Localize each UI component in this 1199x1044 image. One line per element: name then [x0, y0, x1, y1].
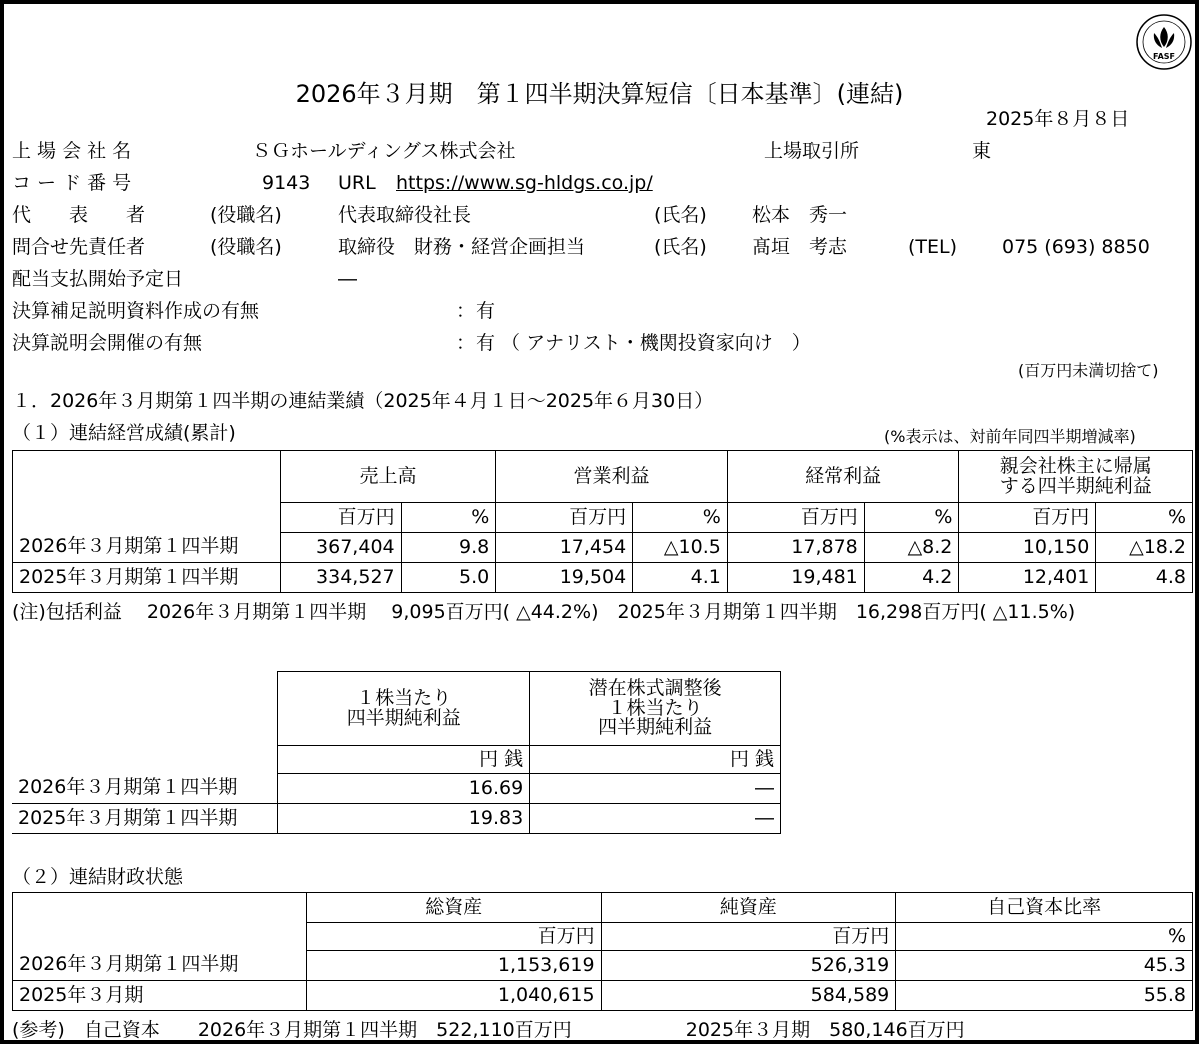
- col-header-net-profit-line1: 親会社株主に帰属: [999, 454, 1152, 477]
- cell-net-assets: 526,319: [601, 951, 896, 981]
- unit-row-label: [13, 503, 281, 533]
- fin-unit: %: [896, 923, 1193, 951]
- eps-diluted-line2: １株当たり: [607, 696, 703, 719]
- logo-text: FASF: [1153, 52, 1175, 61]
- unit-amount: 百万円: [959, 503, 1096, 533]
- report-date: 2025年８月８日: [986, 108, 1130, 130]
- cell-eps-basic: 19.83: [278, 804, 530, 834]
- exchange: 東: [972, 140, 992, 162]
- cell-operating-profit-pct: △10.5: [633, 533, 728, 563]
- eps-header-row: [12, 672, 781, 746]
- unit-pct: %: [864, 503, 959, 533]
- eps-corner-cell: [12, 672, 278, 746]
- cell-eps-diluted: ―: [530, 804, 781, 834]
- col-header-net-assets: 純資産: [601, 893, 896, 923]
- cell-sales: 367,404: [280, 533, 401, 563]
- cell-net-profit-pct: △18.2: [1096, 533, 1193, 563]
- unit-amount: 百万円: [727, 503, 864, 533]
- cell-sales-pct: 5.0: [401, 563, 496, 593]
- row-label: 2025年３月期第１四半期: [12, 804, 278, 834]
- row-label: 2026年３月期第１四半期: [13, 951, 307, 981]
- cell-total-assets: 1,153,619: [306, 951, 601, 981]
- unit-pct: %: [633, 503, 728, 533]
- cell-sales-pct: 9.8: [401, 533, 496, 563]
- cell-ordinary-profit-pct: △8.2: [864, 533, 959, 563]
- cell-sales: 334,527: [280, 563, 401, 593]
- col-header-sales: 売上高: [280, 451, 495, 503]
- contact-title-label: (役職名): [210, 236, 282, 258]
- cell-total-assets: 1,040,615: [306, 981, 601, 1011]
- dividend-label: 配当支払開始予定日: [12, 268, 184, 290]
- fin-corner-cell: [13, 893, 307, 923]
- rep-title-label: (役職名): [210, 204, 282, 226]
- tel-number: 075 (693) 8850: [1002, 236, 1150, 258]
- code-label: コ ー ド 番 号: [12, 172, 132, 194]
- unit-amount: 百万円: [496, 503, 633, 533]
- eps-table: [12, 671, 781, 834]
- cell-ordinary-profit: 17,878: [727, 533, 864, 563]
- cell-eps-basic: 16.69: [278, 774, 530, 804]
- rep-name: 松本 秀一: [752, 204, 848, 226]
- cell-equity-ratio: 45.3: [896, 951, 1193, 981]
- cell-net-profit-pct: 4.8: [1096, 563, 1193, 593]
- row-label: 2026年３月期第１四半期: [12, 774, 278, 804]
- eps-unit: 円 銭: [530, 746, 781, 774]
- table-row: [13, 563, 1193, 593]
- equity-reference-note: (参考) 自己資本 2026年３月期第１四半期 522,110百万円 2025年３月期 580,146百万円: [12, 1019, 965, 1041]
- col-header-equity-ratio: 自己資本比率: [896, 893, 1193, 923]
- tel-label: (TEL): [908, 236, 958, 258]
- table-row: [13, 951, 1193, 981]
- fin-header-row: [13, 893, 1193, 923]
- row-label: 2025年３月期: [13, 981, 307, 1011]
- company-name: ＳＧホールディングス株式会社: [252, 140, 516, 162]
- cell-eps-diluted: ―: [530, 774, 781, 804]
- pct-note: (%表示は、対前年同四半期増減率): [884, 427, 1136, 446]
- exchange-label: 上場取引所: [764, 140, 860, 162]
- col-header-net-profit-line2: する四半期純利益: [999, 474, 1152, 497]
- briefing-value: 有 （ アナリスト・機関投資家向け ）: [476, 332, 811, 354]
- cell-ordinary-profit-pct: 4.2: [864, 563, 959, 593]
- dividend-value: ―: [338, 268, 357, 290]
- rep-name-label: (氏名): [654, 204, 707, 226]
- eps-diluted-line3: 四半期純利益: [598, 716, 713, 739]
- unit-pct: %: [401, 503, 496, 533]
- contact-title: 取締役 財務・経営企画担当: [338, 236, 586, 258]
- cell-operating-profit-pct: 4.1: [633, 563, 728, 593]
- rounding-note: (百万円未満切捨て): [1018, 361, 1159, 380]
- operating-results-table: [12, 450, 1193, 593]
- supplementary-label: 決算補足説明資料作成の有無: [12, 300, 260, 322]
- unit-pct: %: [1096, 503, 1193, 533]
- eps-col-header-basic: [278, 672, 530, 746]
- cell-net-profit: 10,150: [959, 533, 1096, 563]
- eps-unit-row: [12, 746, 781, 774]
- fin-unit: 百万円: [601, 923, 896, 951]
- eps-col-header-diluted: [530, 672, 781, 746]
- eps-unit: 円 銭: [278, 746, 530, 774]
- table-row: [13, 981, 1193, 1011]
- eps-diluted-line1: 潜在株式調整後: [588, 676, 722, 699]
- cell-ordinary-profit: 19,481: [727, 563, 864, 593]
- rep-title: 代表取締役社長: [338, 204, 472, 226]
- stock-code: 9143: [262, 172, 311, 194]
- cell-net-assets: 584,589: [601, 981, 896, 1011]
- table-header-row: [13, 451, 1193, 503]
- eps-basic-line1: １株当たり: [356, 686, 452, 709]
- subsection2-title: （２）連結財政状態: [12, 866, 184, 888]
- representative-label: 代 表 者: [12, 204, 146, 226]
- cell-equity-ratio: 55.8: [896, 981, 1193, 1011]
- subsection1-title: （１）連結経営成績(累計): [12, 422, 236, 444]
- contact-name-label: (氏名): [654, 236, 707, 258]
- page-title: 2026年３月期 第１四半期決算短信〔日本基準〕(連結): [295, 80, 904, 108]
- cell-operating-profit: 17,454: [496, 533, 633, 563]
- comprehensive-income-note: (注)包括利益 2026年３月期第１四半期 9,095百万円( △44.2%) 2025年３月期第１四半期 16,298百万円( △11.5%): [12, 601, 1076, 623]
- unit-amount: 百万円: [280, 503, 401, 533]
- table-row: [13, 533, 1193, 563]
- eps-unit-label: [12, 746, 278, 774]
- col-header-operating-profit: 営業利益: [496, 451, 728, 503]
- supplementary-value: 有: [476, 300, 496, 322]
- fasf-logo: [1135, 13, 1193, 71]
- financial-position-table: [12, 892, 1193, 1011]
- col-header-total-assets: 総資産: [306, 893, 601, 923]
- row-label: 2026年３月期第１四半期: [13, 533, 281, 563]
- briefing-colon: ：: [456, 332, 476, 354]
- col-header-net-profit: [959, 451, 1193, 503]
- table-row: [12, 774, 781, 804]
- supplementary-colon: ：: [456, 300, 476, 322]
- cell-net-profit: 12,401: [959, 563, 1096, 593]
- cell-operating-profit: 19,504: [496, 563, 633, 593]
- company-name-label: 上 場 会 社 名: [12, 140, 132, 162]
- company-url-link[interactable]: https://www.sg-hldgs.co.jp/: [396, 172, 653, 194]
- fin-unit-row: [13, 923, 1193, 951]
- briefing-label: 決算説明会開催の有無: [12, 332, 203, 354]
- col-header-ordinary-profit: 経常利益: [727, 451, 959, 503]
- section1-title: １．2026年３月期第１四半期の連結業績（2025年４月１日～2025年６月30日）: [12, 390, 714, 412]
- fin-unit-label: [13, 923, 307, 951]
- unit-row: [13, 503, 1193, 533]
- url-label: URL: [338, 172, 376, 194]
- table-corner-cell: [13, 451, 281, 503]
- fin-unit: 百万円: [306, 923, 601, 951]
- eps-basic-line2: 四半期純利益: [346, 706, 461, 729]
- contact-name: 髙垣 考志: [752, 236, 848, 258]
- row-label: 2025年３月期第１四半期: [13, 563, 281, 593]
- contact-label: 問合せ先責任者: [12, 236, 146, 258]
- table-row: [12, 804, 781, 834]
